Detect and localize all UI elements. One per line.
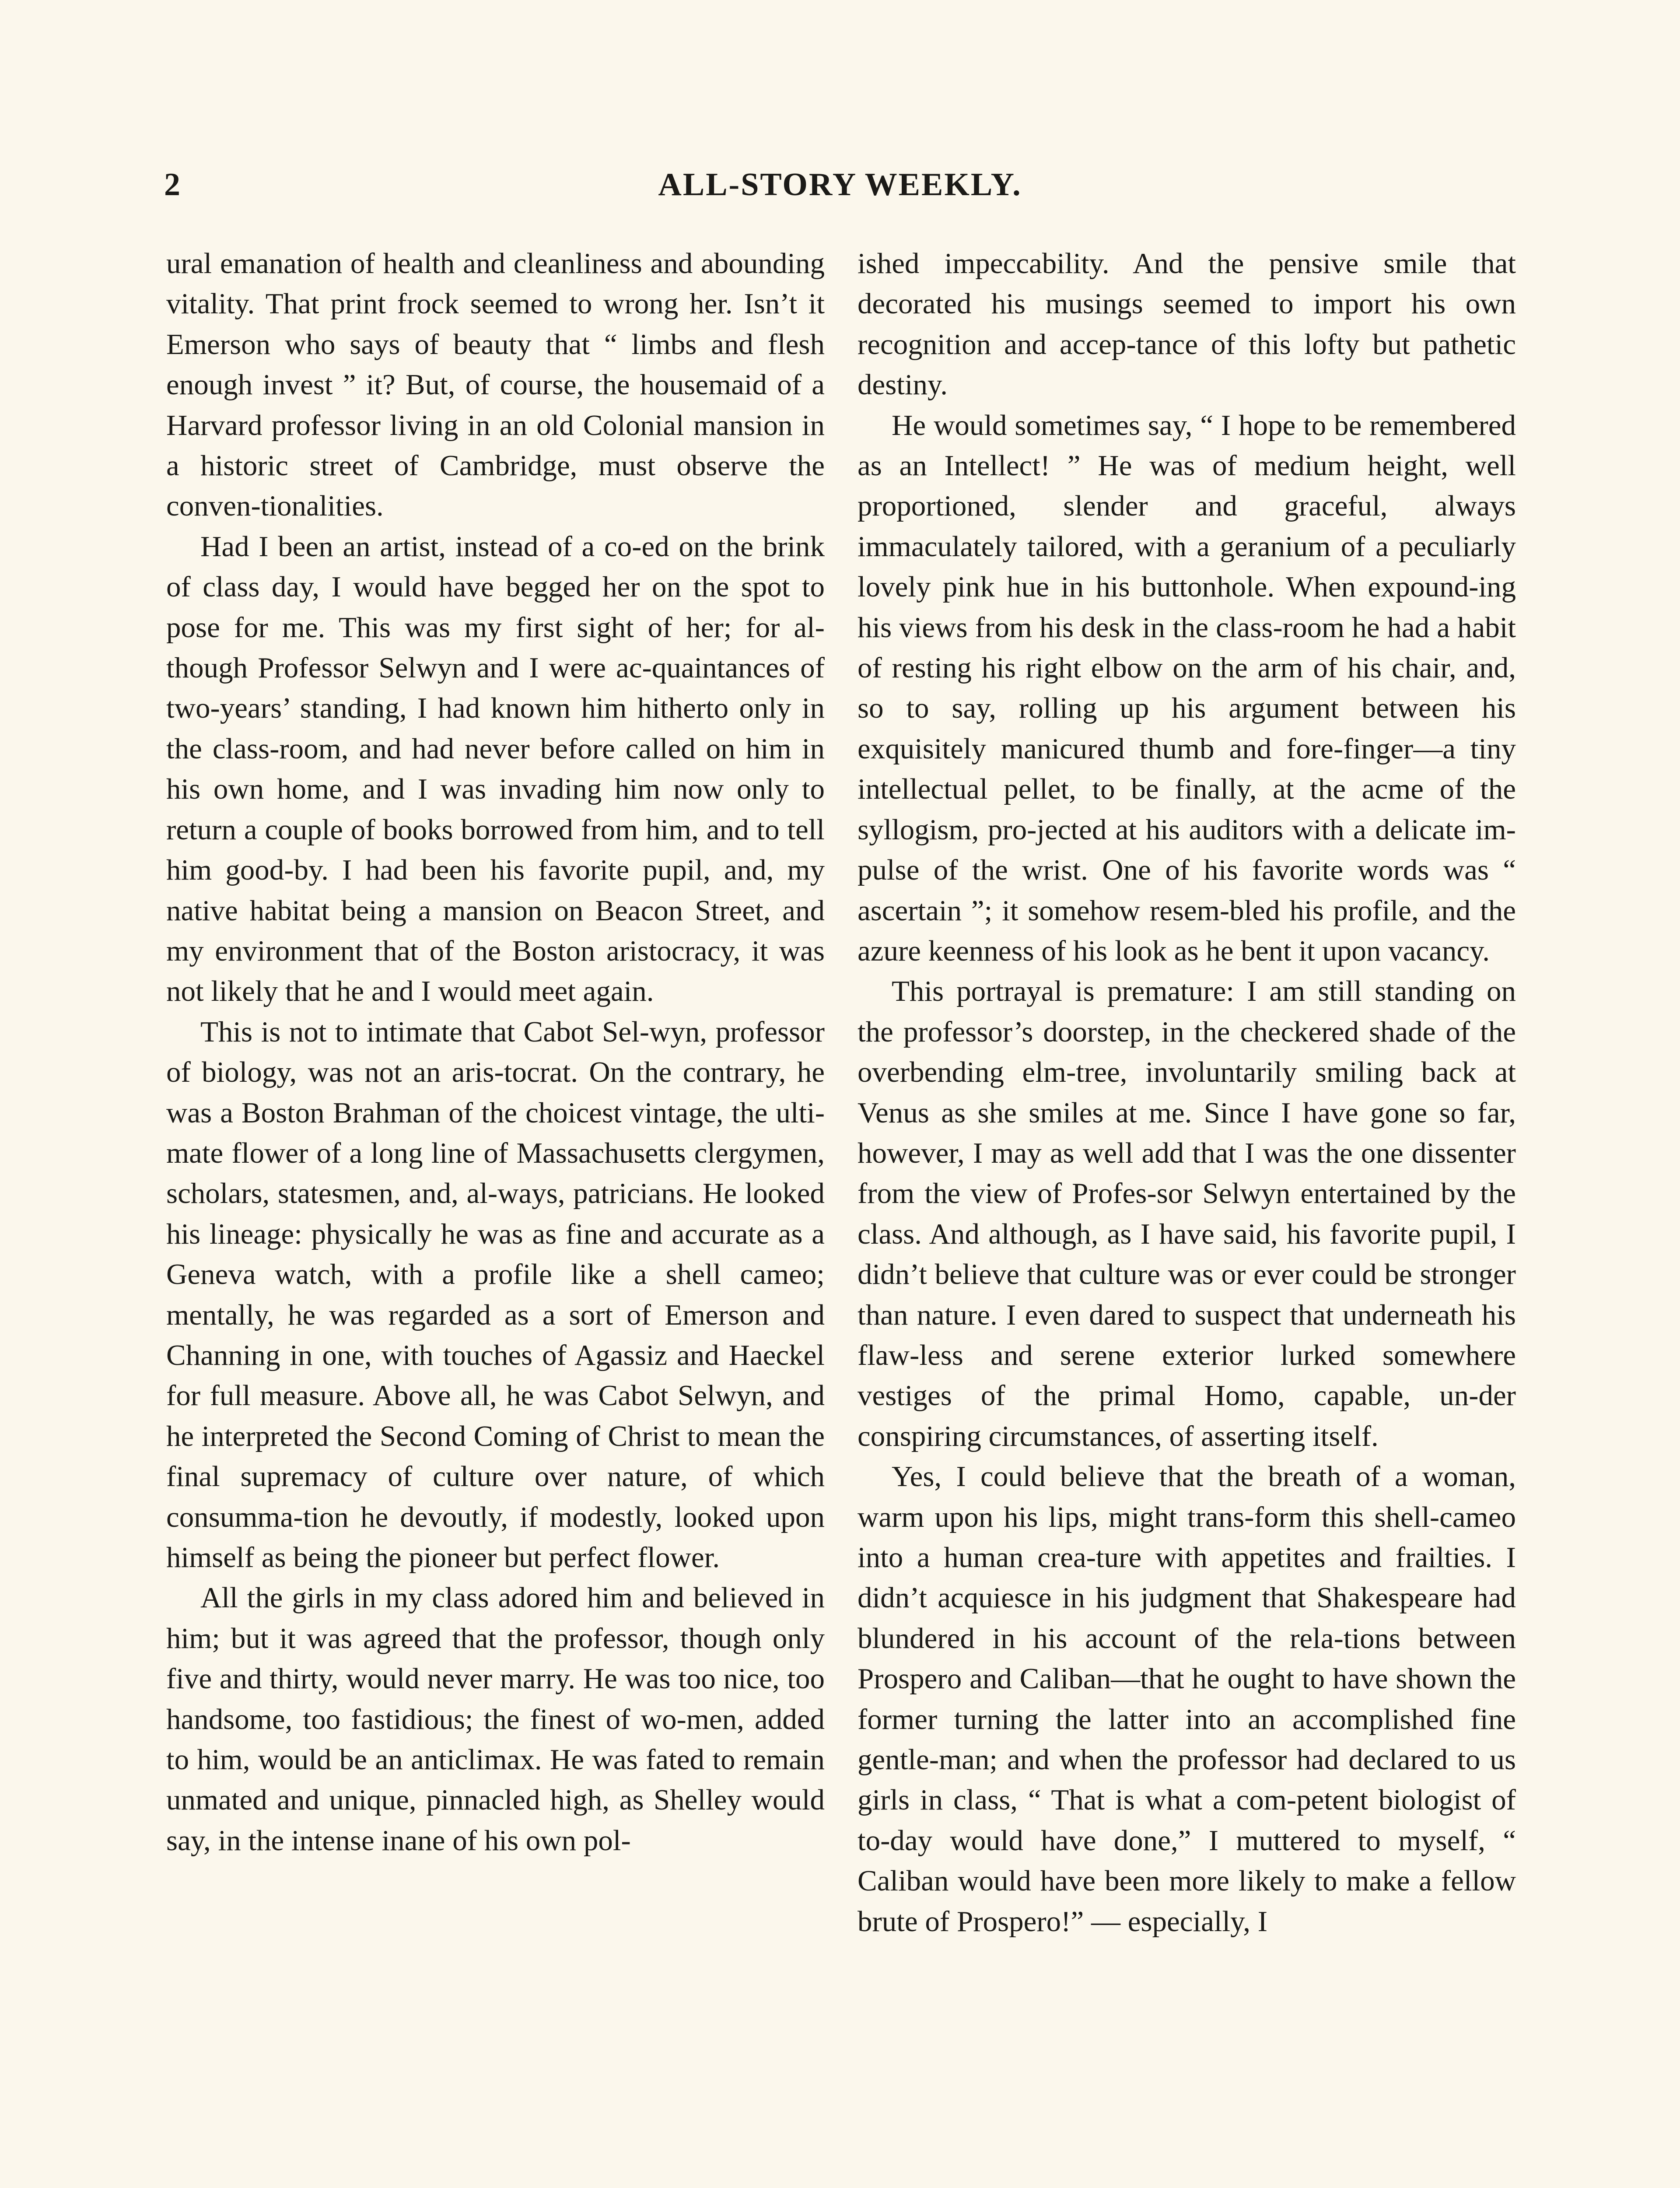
page-number: 2 — [164, 167, 181, 203]
paragraph: He would sometimes say, “ I hope to be remembered as an Intellect! ” He was of medium height, well proportioned, slender and graceful, always immaculately tailored, with a geranium of a peculiarly lovely pink hue in his buttonhole. When expound-ing his views from his desk in the class-room he had a habit of resting his right elbow on the arm of his chair, and, so to say, rolling up his argument between his exquisitely manicured thumb and fore-finger—a tiny intellectual pellet, to be finally, at the acme of the syllogism, pro-jected at his auditors with a delicate im-pulse of the wrist. One of his favorite words was “ ascertain ”; it somehow resem-bled his profile, and the azure keenness of his look as he bent it upon vacancy. — [858, 409, 1516, 967]
paragraph: This portrayal is premature: I am still standing on the professor’s doorstep, in the checkered shade of the overbending elm-tree, involuntarily smiling back at Venus as she smiles at me. Since I have gone so far, however, I may as well add that I was the one dissenter from the view of Profes-sor Selwyn entertained by the class. And although, as I have said, his favorite pupil, I didn’t believe that culture was or ever could be stronger than nature. I even dared to suspect that underneath his flaw-less and serene exterior lurked somewhere vestiges of the primal Homo, capable, un-der conspiring circumstances, of asserting itself. — [858, 975, 1516, 1452]
paragraph: This is not to intimate that Cabot Sel-wyn, professor of biology, was not an aris-tocrat. On the contrary, he was a Boston Brahman of the choicest vintage, the ulti-mate flower of a long line of Massachusetts clergymen, scholars, statesmen, and, al-ways, patricians. He looked his lineage: physically he was as fine and accurate as a Geneva watch, with a profile like a shell cameo; mentally, he was regarded as a sort of Emerson and Channing in one, with touches of Agassiz and Haeckel for full measure. Above all, he was Cabot Selwyn, and he interpreted the Second Coming of Christ to mean the final supremacy of culture over nature, of which consumma-tion he devoutly, if modestly, looked upon himself as being the pioneer but perfect flower. — [166, 1015, 825, 1574]
running-head: ALL-STORY WEEKLY. — [658, 167, 1022, 203]
paragraph: Had I been an artist, instead of a co-ed on the brink of class day, I would have begged her on the spot to pose for me. This was my first sight of her; for al-though Professor Selwyn and I were ac-quaintances of two-years’ standing, I had known him hitherto only in the class-room, and had never before called on him in his own home, and I was invading him now only to return a couple of books borrowed from him, and to tell him good-by. I had been his favorite pupil, and, my native habitat being a mansion on Beacon Street, and my environment that of the Boston aristocracy, it was not likely that he and I would meet again. — [166, 530, 825, 1008]
left-column — [166, 243, 825, 1861]
right-column — [858, 243, 1516, 1942]
paragraph: ural emanation of health and cleanliness and abounding vitality. That print frock seemed to wrong her. Isn’t it Emerson who says of beauty that “ limbs and flesh enough invest ” it? But, of course, the housemaid of a Harvard professor living in an old Colonial mansion in a historic street of Cambridge, must observe the conven-tionalities. — [166, 247, 825, 522]
paragraph: All the girls in my class adored him and believed in him; but it was agreed that the professor, though only five and thirty, would never marry. He was too nice, too handsome, too fastidious; the finest of wo-men, added to him, would be an anticlimax. He was fated to remain unmated and unique, pinnacled high, as Shelley would say, in the intense inane of his own pol- — [166, 1581, 825, 1857]
paragraph: Yes, I could believe that the breath of a woman, warm upon his lips, might trans-form this shell-cameo into a human crea-ture with appetites and frailties. I didn’t acquiesce in his judgment that Shakespeare had blundered in his account of the rela-tions between Prospero and Caliban—that he ought to have shown the former turning the latter into an accomplished fine gentle-man; and when the professor had declared to us girls in class, “ That is what a com-petent biologist of to-day would have done,” I muttered to myself, “ Caliban would have been more likely to make a fellow brute of Prospero!” — especially, I — [858, 1460, 1516, 1938]
paragraph: ished impeccability. And the pensive smile that decorated his musings seemed to import his own recognition and accep-tance of this lofty but pathetic destiny. — [858, 247, 1516, 401]
